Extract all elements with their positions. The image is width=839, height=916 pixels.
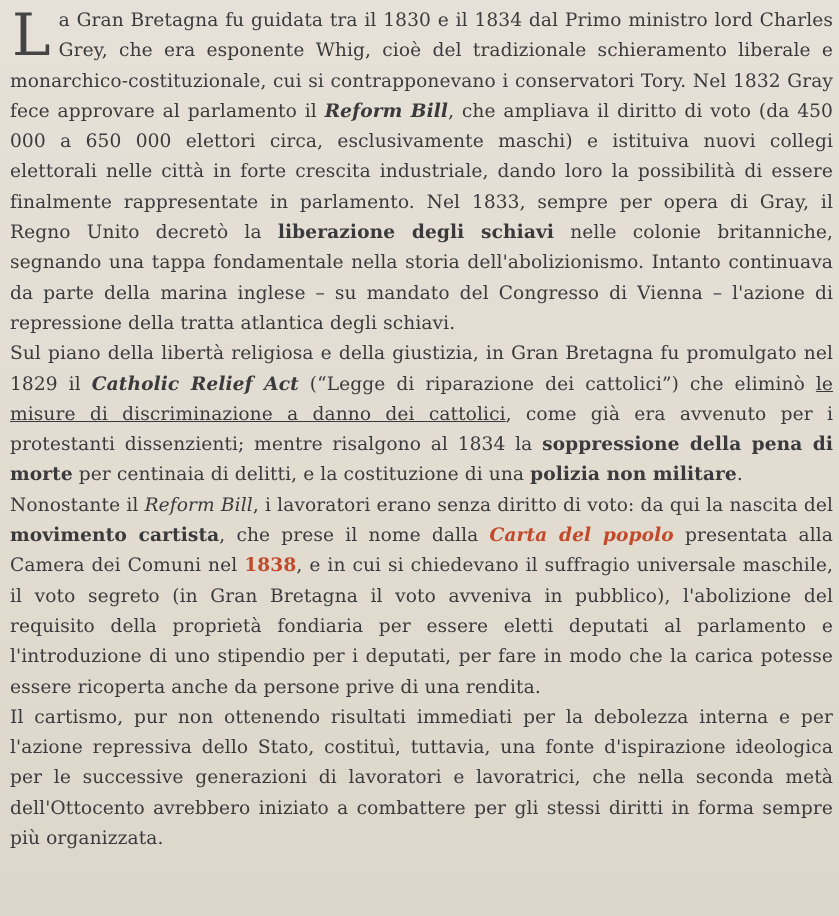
liberazione-schiavi-term: liberazione degli schiavi bbox=[277, 222, 555, 244]
reform-bill-term: Reform Bill bbox=[324, 100, 449, 122]
reform-bill-term-2: Reform Bill bbox=[144, 494, 253, 516]
year-1838: 1838 bbox=[244, 555, 297, 577]
movimento-cartista-term: movimento cartista bbox=[10, 525, 220, 547]
carta-del-popolo-term: Carta del popolo bbox=[489, 525, 674, 547]
polizia-term: polizia non militare bbox=[530, 464, 737, 486]
drop-cap: L bbox=[12, 1, 51, 69]
paragraph-chartism-legacy: Il cartismo, pur non ottenendo risultati immediati per la debolezza interna e per l'azione repressiva dello Stato, costituì, tuttavia, una fonte d'ispirazione ideologica per le successive generazioni di lavoratori e lavoratrici, che nella seconda metà dell'Ottocento avrebbero iniziato a combattere per gli stessi diritti in forma sempre più organizzata. bbox=[10, 706, 833, 850]
soppressione-pena-term: soppressione della pena di morte bbox=[10, 434, 833, 486]
paragraph-grey-government: La Gran Bretagna fu guidata tra il 1830 e il 1834 dal Primo ministro lord Charles Grey, che era esponente Whig, cioè del tradizionale schieramento liberale e monarchico-costituzionale, cui si contrapponevano i conservatori Tory. Nel 1832 Gray fece approvare al parlamento il Reform Bill, che ampliava il diritto di voto (da 450 000 a 650 000 elettori circa, esclusivamente maschi) e istituiva nuovi collegi elettorali nelle città in forte crescita industriale, dando loro la possibilità di essere finalmente rappresentate in parlamento. Nel 1833, sempre per opera di Gray, il Regno Unito decretò la liberazione degli schiavi nelle colonie britanniche, segnando una tappa fondamentale nella storia dell'abolizionismo. Intanto continuava da parte della marina inglese – su mandato del Congresso di Vienna – l'azione di repressione della tratta atlantica degli schiavi. bbox=[10, 1, 834, 334]
paragraph-religious-freedom: Sul piano della libertà religiosa e della giustizia, in Gran Bretagna fu promulgato nel 1829 il Catholic Relief Act (“Legge di riparazione dei cattolici”) che eliminò le misure di discriminazione a danno dei cattolici, come già era avvenuto per i protestanti dissenzienti; mentre risalgono al 1834 la soppressione della pena di morte per centinaia di delitti, e la costituzione di una polizia non militare. bbox=[10, 343, 834, 486]
catholic-relief-act-term: Catholic Relief Act bbox=[91, 373, 299, 395]
paragraph-chartism: Nonostante il Reform Bill, i lavoratori erano senza diritto di voto: da qui la nascita del movimento cartista, che prese il nome dalla Carta del popolo presentata alla Camera dei Comuni nel 1838, e in cui si chiedevano il suffragio universale maschile, il voto segreto (in Gran Bretagna il voto avveniva in pubblico), l'abolizione del requisito della proprietà fondiaria per essere eletti deputati al parlamento e l'introduzione di uno stipendio per i deputati, per fare in modo che la carica potesse essere ricoperta anche da persone prive di una rendita. bbox=[10, 494, 833, 698]
body-text bbox=[10, 1, 834, 854]
underlined-passage: le misure di discriminazione a danno dei cattolici bbox=[10, 373, 833, 425]
